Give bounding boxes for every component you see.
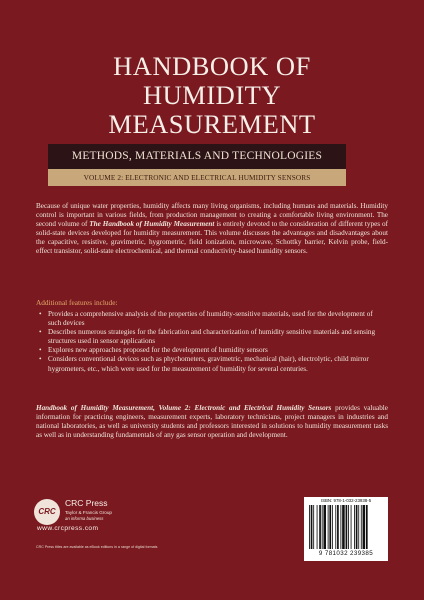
ebook-note: CRC Press titles are available as eBook editions in a range of digital formats: [36, 545, 158, 549]
title-line-3: MEASUREMENT: [108, 109, 316, 139]
title-line-1: HANDBOOK OF: [113, 51, 311, 81]
features-list: [36, 310, 376, 374]
bullet-icon: •: [39, 346, 42, 355]
crc-logo-icon: CRC: [34, 499, 60, 525]
barcode-digits: 9 781032 239385: [318, 550, 374, 557]
isbn-label: ISBN: 978-1-032-23938-5: [320, 498, 372, 503]
description-part-2: is entirely devoted to the consideration of different types of solid-state devices developed for humidity measurement. This volume discusses the advantages and disadvantages about the capacitive, resistive, gravimetric, hygrometric, field ionization, microwave, Schottky barrier, Kelvin probe, field-effect transistor, solid-state electrochemical, and thermal conductivity-based humidity sensors.: [36, 220, 388, 256]
feature-item: [36, 355, 376, 373]
isbn-barcode: [304, 497, 388, 561]
closing-book-title: Handbook of Humidity Measurement, Volume 2: Electronic and Electrical Humidity Sensors: [36, 404, 332, 412]
publisher-group-sub: an informa business: [65, 516, 104, 521]
closing-paragraph: [36, 404, 388, 440]
title-line-2: HUMIDITY: [143, 80, 281, 110]
bullet-icon: •: [39, 328, 42, 337]
barcode-bars-icon: [308, 505, 384, 549]
publisher-group: Taylor & Francis Group: [65, 510, 112, 515]
bullet-icon: •: [39, 355, 42, 364]
closing-text: provides valuable information for practicing engineers, measurement experts, laboratory technicians, project managers in industries and national laboratories, as well as university students and professors interested in solutions to humidity measurement tasks as well as in understanding fundamentals of any gas sensor operation and development.: [36, 404, 388, 440]
feature-text: Describes numerous strategies for the fabrication and characterization of humidity sensitive materials and sensing structures used in sensor applications: [48, 328, 376, 346]
feature-item: [36, 310, 376, 328]
subtitle-band: METHODS, MATERIALS AND TECHNOLOGIES: [48, 144, 346, 169]
features-heading: Additional features include:: [36, 298, 118, 307]
feature-text: Explores new approaches proposed for the development of humidity sensors: [48, 346, 268, 355]
publisher-name: CRC Press: [65, 498, 108, 508]
volume-band: VOLUME 2: ELECTRONIC AND ELECTRICAL HUMIDITY SENSORS: [48, 169, 346, 186]
bullet-icon: •: [39, 310, 42, 318]
description-part-1: Because of unique water properties, humidity affects many living organisms, including humans and materials. Humidity control is important in various fields, from production management to creating a comfortable living environment. The second volume of: [36, 202, 388, 229]
description-paragraph: [36, 202, 388, 257]
publisher-url: www.crcpress.com: [37, 525, 99, 532]
feature-item: [36, 346, 376, 355]
feature-item: [36, 328, 376, 346]
publisher-logo: [34, 496, 204, 536]
feature-text: Provides a comprehensive analysis of the properties of humidity-sensitive materials, used for the development of such devices: [48, 310, 373, 328]
feature-text: Considers conventional devices such as phychometers, gravimetric, mechanical (hair), electrolytic, child mirror hygrometers, etc., which were used for the measurement of humidity for several centuries.: [48, 355, 369, 373]
description-book-title: The Handbook of Humidity Measurement: [89, 220, 215, 229]
